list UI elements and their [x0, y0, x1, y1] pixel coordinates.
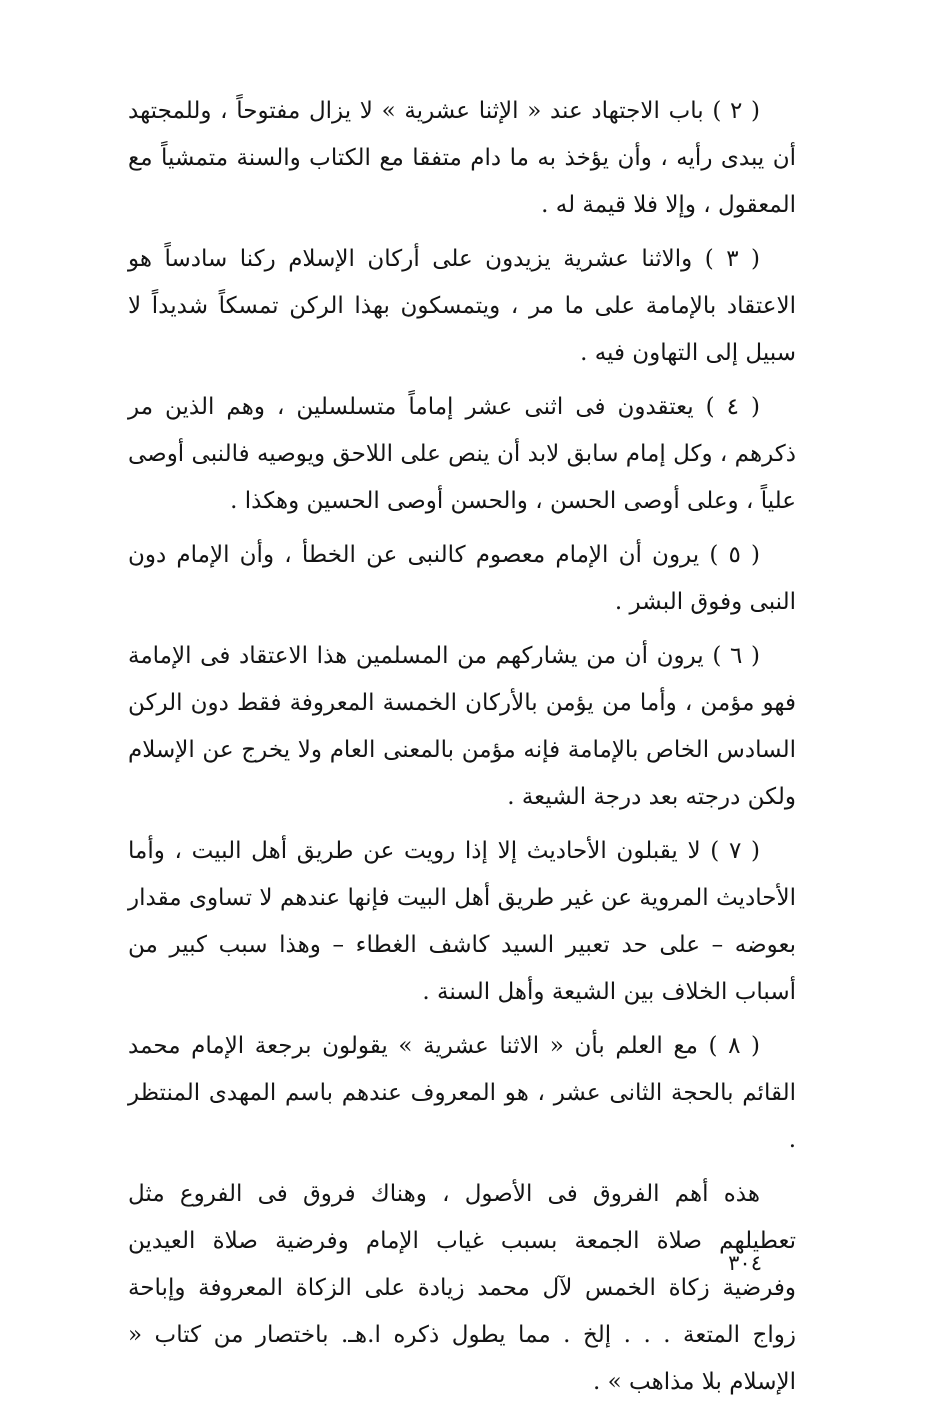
paragraph-point-7: ( ٧ ) لا يقبلون الأحاديث إلا إذا رويت عن طريق أهل البيت ، وأما الأحاديث المروية عن غير طريق أهل البيت فإنها عندهم لا تساوى مقدار بعوضه – على حد تعبير السيد كاشف الغطاء – وهذا سبب كبير من أسباب الخلاف بين الشيعة وأهل السنة . — [128, 838, 796, 1005]
page-number: ٣٠٤ — [728, 1251, 762, 1275]
paragraph-point-8: ( ٨ ) مع العلم بأن « الاثنا عشرية » يقولون برجعة الإمام محمد القائم بالحجة الثانى عشر ، هو المعروف عندهم باسم المهدى المنتظر . — [128, 1033, 796, 1153]
paragraph-point-3: ( ٣ ) والاثنا عشرية يزيدون على أركان الإسلام ركنا سادساً هو الاعتقاد بالإمامة على ما مر ، ويتمسكون بهذا الركن تمسكاً شديداً لا سبيل إلى التهاون فيه . — [128, 246, 796, 366]
paragraph-point-2: ( ٢ ) باب الاجتهاد عند « الإثنا عشرية » لا يزال مفتوحاً ، وللمجتهد أن يبدى رأيه ، وأن يؤخذ به ما دام متفقا مع الكتاب والسنة متمشياً مع المعقول ، وإلا فلا قيمة له . — [128, 98, 796, 218]
paragraph-point-5: ( ٥ ) يرون أن الإمام معصوم كالنبى عن الخطأ ، وأن الإمام دون النبى وفوق البشر . — [128, 542, 796, 615]
page-body-text — [128, 88, 796, 1406]
paragraph-summary: هذه أهم الفروق فى الأصول ، وهناك فروق فى الفروع مثل تعطيلهم صلاة الجمعة بسبب غياب الإمام وفرضية صلاة العيدين وفرضية زكاة الخمس لآل محمد زيادة على الزكاة المعروفة وإباحة زواج المتعة . . . إلخ . مما يطول ذكره ا.هـ. باختصار من كتاب « الإسلام بلا مذاهب » . — [128, 1181, 796, 1395]
paragraph-point-4: ( ٤ ) يعتقدون فى اثنى عشر إماماً متسلسلين ، وهم الذين مر ذكرهم ، وكل إمام سابق لابد أن ينص على اللاحق ويوصيه فالنبى أوصى علياً ، وعلى أوصى الحسن ، والحسن أوصى الحسين وهكذا . — [128, 394, 796, 514]
paragraph-point-6: ( ٦ ) يرون أن من يشاركهم من المسلمين هذا الاعتقاد فى الإمامة فهو مؤمن ، وأما من يؤمن بالأركان الخمسة المعروفة فقط دون الركن السادس الخاص بالإمامة فإنه مؤمن بالمعنى العام ولا يخرج عن الإسلام ولكن درجته بعد درجة الشيعة . — [128, 643, 796, 810]
